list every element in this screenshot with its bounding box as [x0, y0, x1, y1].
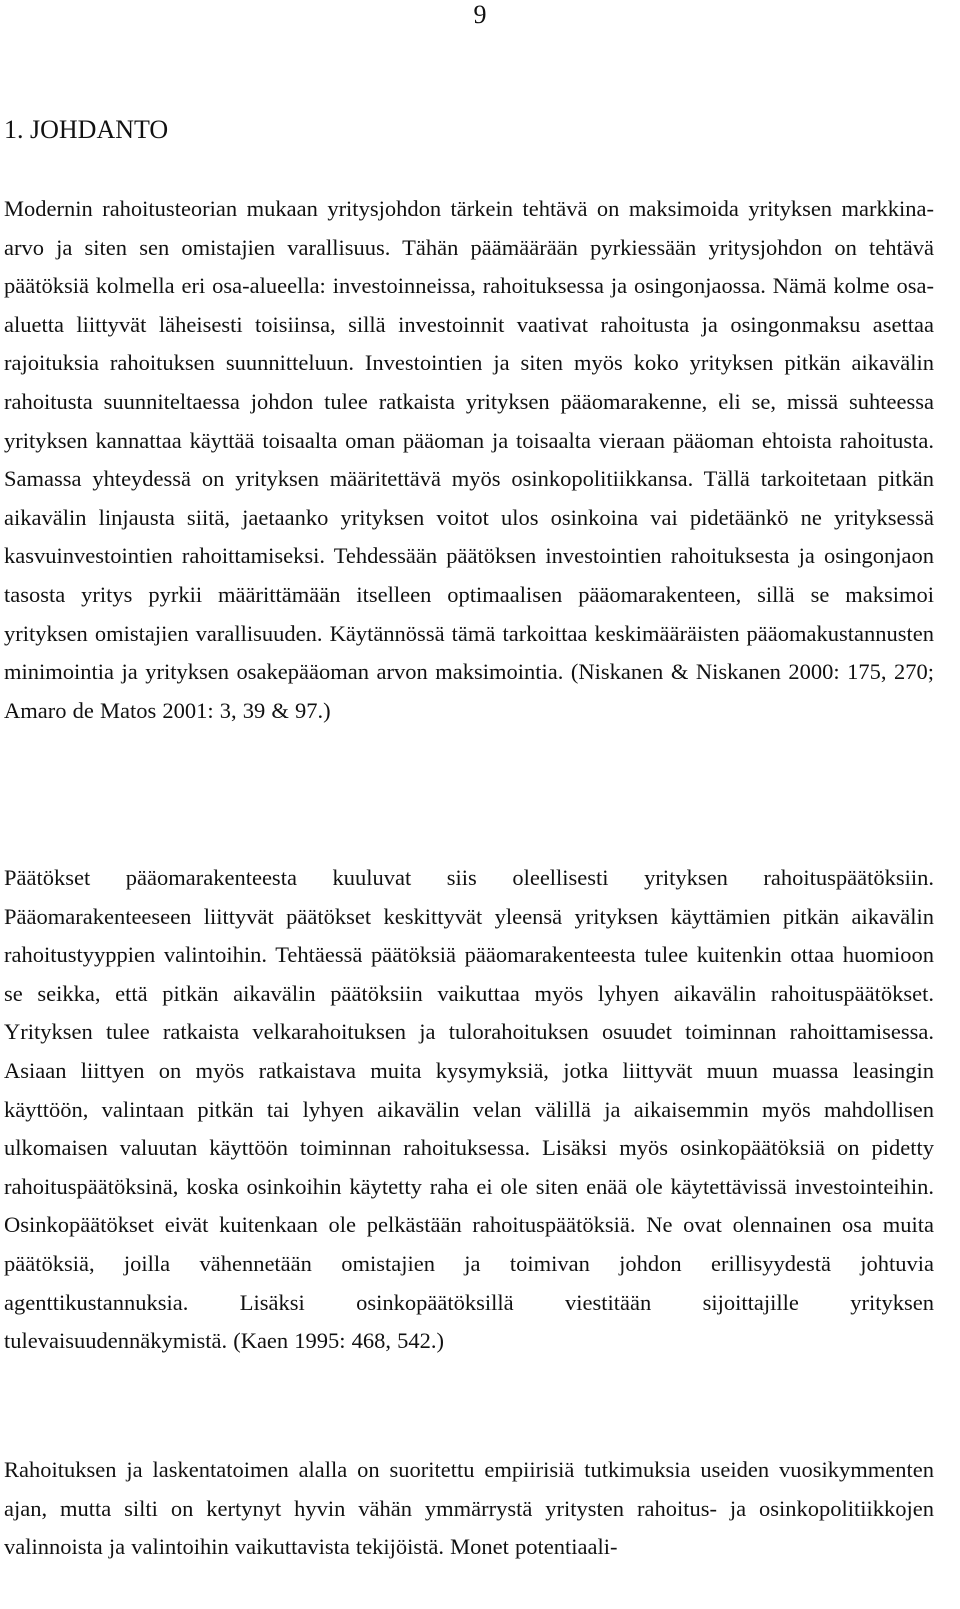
section-heading: 1. JOHDANTO — [4, 115, 169, 144]
body-paragraph-1: Modernin rahoitusteorian mukaan yritysjohdon tärkein tehtävä on maksimoida yrityksen markkina-arvo ja siten sen omistajien varallisuus. Tähän päämäärään pyrkiessään yritysjohdon on tehtävä päätöksiä kolmella eri osa-alueella: investoinneissa, rahoituksessa ja osingonjaossa. Nämä kolme osa-aluetta liittyvät läheisesti toisiinsa, sillä investoinnit vaativat rahoitusta ja osingonmaksu asettaa rajoituksia rahoituksen suunnitteluun. Investointien ja siten myös koko yrityksen pitkän aikavälin rahoitusta suunniteltaessa johdon tulee ratkaista yrityksen pääomarakenne, eli se, missä suhteessa yrityksen kannattaa käyttää toisaalta oman pääoman ja toisaalta vieraan pääoman ehtoista rahoitusta. Samassa yhteydessä on yrityksen määritettävä myös osinkopolitiikkansa. Tällä tarkoitetaan pitkän aikavälin linjausta siitä, jaetaanko yrityksen voitot ulos osinkoina vai pidetäänkö ne yrityksessä kasvuinvestointien rahoittamiseksi. Tehdessään päätöksen investointien rahoituksesta ja osingonjaon tasosta yritys pyrkii määrittämään itselleen optimaalisen pääomarakenteen, sillä se maksimoi yrityksen omistajien varallisuuden. Käytännössä tämä tarkoittaa keskimääräisten pääomakustannusten minimointia ja yrityksen osakepääoman arvon maksimointia. (Niskanen & Niskanen 2000: 175, 270; Amaro de Matos 2001: 3, 39 & 97.) — [4, 196, 934, 723]
page-number: 9 — [473, 0, 487, 29]
body-paragraph-2: Päätökset pääomarakenteesta kuuluvat siis oleellisesti yrityksen rahoituspäätöksiin. Pääomarakenteeseen liittyvät päätökset keskittyvät yleensä yrityksen käyttämien pitkän aikavälin rahoitustyyppien valintoihin. Tehtäessä päätöksiä pääomarakenteesta tulee kuitenkin ottaa huomioon se seikka, että pitkän aikavälin päätöksiin vaikuttaa myös lyhyen aikavälin rahoituspäätökset. Yrityksen tulee ratkaista velkarahoituksen ja tulorahoituksen osuudet toiminnan rahoittamisessa. Asiaan liittyen on myös ratkaistava muita kysymyksiä, jotka liittyvät muun muassa leasingin käyttöön, valintaan pitkän tai lyhyen aikavälin velan välillä ja aikaisemmin myös mahdollisen ulkomaisen valuutan käyttöön toiminnan rahoituksessa. Lisäksi myös osinkopäätöksiä on pidetty rahoituspäätöksinä, koska osinkoihin käytetty raha ei ole siten enää ole käytettävissä investointeihin. Osinkopäätökset eivät kuitenkaan ole pelkästään rahoituspäätöksiä. Ne ovat olennainen osa muita päätöksiä, joilla vähennetään omistajien ja toimivan johdon erillisyydestä johtuvia agenttikustannuksia. Lisäksi osinkopäätöksillä viestitään sijoittajille yrityksen tulevaisuudennäkymistä. (Kaen 1995: 468, 542.) — [4, 865, 934, 1354]
body-paragraph-3: Rahoituksen ja laskentatoimen alalla on suoritettu empiirisiä tutkimuksia useiden vuosikymmenten ajan, mutta silti on kertynyt hyvin vähän ymmärrystä yritysten rahoitus- ja osinkopolitiikkojen valinnoista ja valintoihin vaikuttavista tekijöistä. Monet potentiaali- — [4, 1457, 934, 1560]
